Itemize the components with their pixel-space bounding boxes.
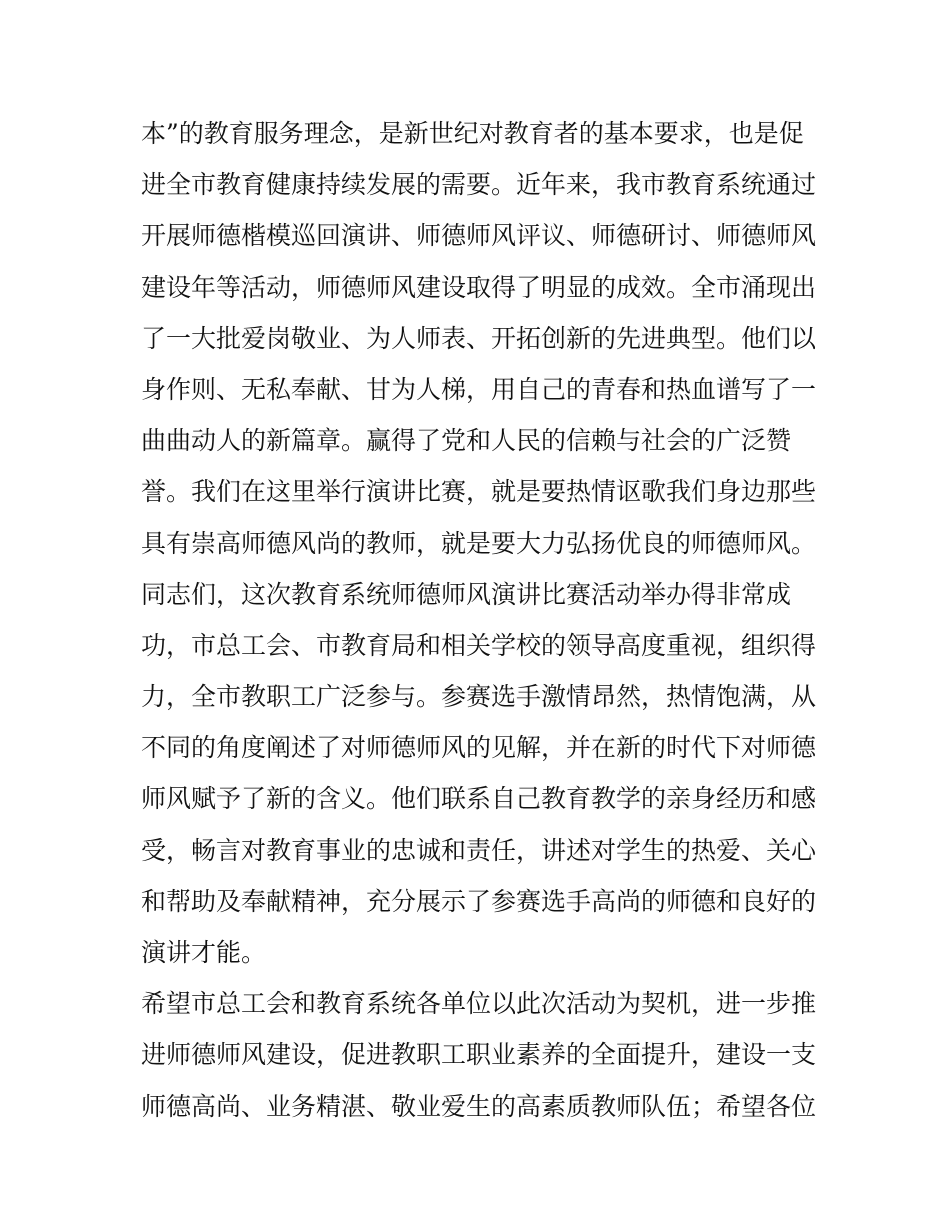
text-line: 同志们，这次教育系统师德师风演讲比赛活动举办得非常成 (141, 579, 792, 609)
text-line: 建设年等活动，师德师风建设取得了明显的成效。全市涌现出 (141, 272, 817, 302)
body-text (141, 108, 821, 1132)
text-line: 开展师德楷模巡回演讲、师德师风评议、师德研讨、师德师风 (141, 221, 817, 251)
text-line: 力，全市教职工广泛参与。参赛选手激情昂然，热情饱满，从 (141, 682, 817, 712)
text-line: 进全市教育健康持续发展的需要。近年来，我市教育系统通过 (141, 170, 817, 200)
text-line: 功，市总工会、市教育局和相关学校的领导高度重视，组织得 (141, 630, 817, 660)
text-line: 不同的角度阐述了对师德师风的见解，并在新的时代下对师德 (141, 733, 817, 763)
text-line: 了一大批爱岗敬业、为人师表、开拓创新的先进典型。他们以 (141, 323, 817, 353)
text-line: 具有崇高师德风尚的教师，就是要大力弘扬优良的师德师风。 (141, 528, 817, 558)
text-line: 誉。我们在这里举行演讲比赛，就是要热情讴歌我们身边那些 (141, 477, 817, 507)
text-line: 本”的教育服务理念，是新世纪对教育者的基本要求，也是促 (141, 119, 804, 148)
text-line: 曲曲动人的新篇章。赢得了党和人民的信赖与社会的广泛赞 (141, 426, 792, 456)
text-line: 演讲才能。 (141, 938, 267, 967)
text-line: 身作则、无私奉献、甘为人梯，用自己的青春和热血谱写了一 (141, 374, 817, 404)
text-line: 希望市总工会和教育系统各单位以此次活动为契机，进一步推 (141, 989, 817, 1019)
text-line: 进师德师风建设，促进教职工职业素养的全面提升，建设一支 (141, 1040, 817, 1070)
text-line: 和帮助及奉献精神，充分展示了参赛选手高尚的师德和良好的 (141, 886, 817, 916)
text-line: 师德高尚、业务精湛、敬业爱生的高素质教师队伍；希望各位 (141, 1091, 817, 1121)
text-line: 师风赋予了新的含义。他们联系自己教育教学的亲身经历和感 (141, 784, 817, 814)
text-line: 受，畅言对教育事业的忠诚和责任，讲述对学生的热爱、关心 (141, 835, 817, 865)
